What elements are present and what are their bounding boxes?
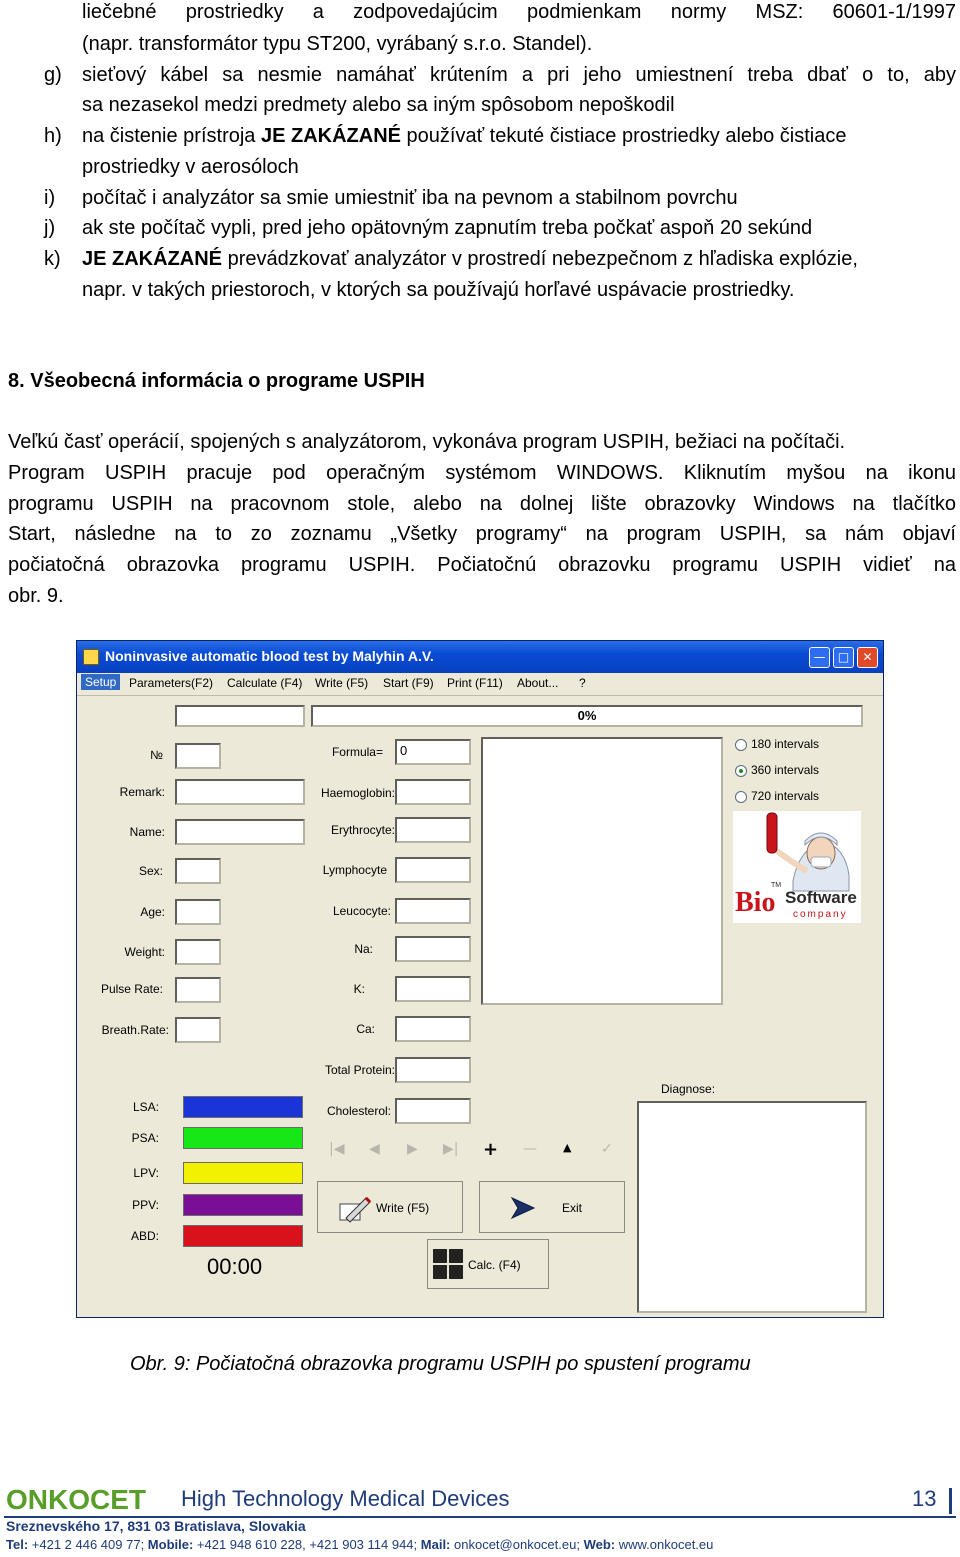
list-item-g-line-2: sa nezasekol medzi predmety alebo sa iným spôsobom nepoškodil — [82, 94, 675, 116]
lsa-label: LSA: — [132, 1100, 159, 1114]
figure-caption: Obr. 9: Počiatočná obrazovka programu USPIH po spustení programu — [130, 1353, 751, 1375]
list-item-j: ak ste počítač vypli, pred jeho opätovným zapnutím treba počkať aspoň 20 sekúnd — [82, 217, 813, 239]
list-item-i: počítač i analyzátor sa smie umiestniť iba na pevnom a stabilnom povrchu — [82, 187, 738, 209]
abd-label: ABD: — [130, 1229, 159, 1243]
abd-swatch[interactable] — [183, 1225, 303, 1247]
formula-label: Formula= — [331, 745, 383, 759]
erythrocyte-label: Erythrocyte: — [330, 823, 395, 837]
calcium-label: Ca: — [356, 1022, 375, 1036]
window-titlebar[interactable] — [77, 641, 883, 673]
minus-icon[interactable]: — — [523, 1141, 537, 1157]
paragraph-line-5: počiatočná obrazovka programu USPIH. Počiatočnú obrazovku programu USPIH vidieť na — [8, 554, 956, 576]
weight-label: Weight: — [124, 945, 165, 959]
app-icon — [83, 649, 99, 665]
page-number-bar — [949, 1488, 952, 1514]
list-item-h-line-2: prostriedky v aerosóloch — [82, 156, 299, 178]
lsa-swatch[interactable] — [183, 1096, 303, 1118]
lymphocyte-label: Lymphocyte — [322, 863, 387, 877]
onkocet-logo-icon — [6, 1484, 154, 1514]
menu-write[interactable]: Write (F5) — [315, 676, 369, 690]
exit-arrow-icon — [510, 1196, 536, 1220]
pulse-rate-label: Pulse Rate: — [100, 982, 163, 996]
menu-setup[interactable]: Setup — [81, 674, 120, 690]
interval-360-radio[interactable] — [735, 765, 747, 777]
formula-value: 0 — [400, 743, 408, 758]
last-icon[interactable]: ▶| — [443, 1141, 459, 1157]
section-heading: 8. Všeobecná informácia o programe USPIH — [8, 370, 425, 392]
haemoglobin-input[interactable] — [395, 779, 471, 805]
haemoglobin-label: Haemoglobin: — [320, 786, 395, 800]
email-link[interactable]: onkocet@onkocet.eu; — [450, 1537, 580, 1552]
list-marker-g: g) — [44, 64, 62, 86]
interval-720-radio[interactable] — [735, 791, 747, 803]
uspih-window — [76, 640, 884, 1318]
age-label: Age: — [140, 905, 165, 919]
close-icon[interactable]: ✕ — [857, 647, 878, 668]
breath-rate-input[interactable] — [175, 1017, 221, 1043]
calc-button[interactable] — [427, 1239, 549, 1289]
warning-bold-text: JE ZAKÁZANÉ — [260, 125, 401, 147]
sodium-input[interactable] — [395, 936, 471, 962]
erythrocyte-input[interactable] — [395, 817, 471, 843]
minimize-icon[interactable]: — — [809, 647, 830, 668]
first-icon[interactable]: |◀ — [329, 1141, 345, 1157]
timer-display: 00:00 — [207, 1254, 263, 1279]
list-marker-k: k) — [44, 248, 61, 270]
next-icon[interactable]: ▶ — [407, 1141, 418, 1157]
sex-label: Sex: — [138, 864, 163, 878]
exit-button-label: Exit — [562, 1201, 583, 1215]
paragraph-line-6: obr. 9. — [8, 585, 64, 607]
pulse-rate-input[interactable] — [175, 977, 221, 1003]
ppv-swatch[interactable] — [183, 1194, 303, 1216]
menu-parameters[interactable]: Parameters(F2) — [129, 676, 214, 690]
progress-bar — [311, 705, 863, 727]
interval-180-label[interactable]: 180 intervals — [751, 737, 820, 751]
warning-bold-text: JE ZAKÁZANÉ — [82, 248, 223, 270]
total-protein-input[interactable] — [395, 1057, 471, 1083]
list-item-k-line-1: JE ZAKÁZANÉ prevádzkovať analyzátor v prostredí nebezpečnom z hľadiska explózie, — [82, 248, 858, 270]
window-title: Noninvasive automatic blood test by Malyhin A.V. — [105, 648, 434, 664]
prior-icon[interactable]: ◀ — [369, 1141, 380, 1157]
weight-input[interactable] — [175, 939, 221, 965]
remark-label: Remark: — [119, 785, 165, 799]
write-pen-icon — [338, 1194, 372, 1224]
paragraph-line-4: Start, následne na to zo zoznamu „Všetky programy“ na program USPIH, sa nám objaví — [8, 523, 956, 545]
up-icon[interactable]: ▲ — [563, 1141, 572, 1154]
list-marker-j: j) — [44, 217, 56, 239]
cholesterol-input[interactable] — [395, 1098, 471, 1124]
name-label: Name: — [129, 825, 165, 839]
psa-label: PSA: — [131, 1131, 159, 1145]
lpv-swatch[interactable] — [183, 1162, 303, 1184]
sex-input[interactable] — [175, 858, 221, 884]
list-marker-i: i) — [44, 187, 56, 209]
interval-180-radio[interactable] — [735, 739, 747, 751]
progress-text: 0% — [577, 708, 597, 723]
write-button-label: Write (F5) — [376, 1201, 430, 1215]
write-button[interactable] — [317, 1181, 463, 1233]
total-protein-label: Total Protein: — [324, 1063, 395, 1077]
list-item-k-line-2: napr. v takých priestoroch, v ktorých sa používajú horľavé uspávacie prostriedky. — [82, 279, 795, 301]
exit-button[interactable] — [479, 1181, 625, 1233]
menu-calculate[interactable]: Calculate (F4) — [227, 676, 303, 690]
sodium-label: Na: — [354, 942, 373, 956]
paragraph-line-1: Veľkú časť operácií, spojených s analyzátorom, vykonáva program USPIH, bežiaci na počítači. — [8, 431, 846, 453]
list-marker-h: h) — [44, 125, 62, 147]
biosoftware-logo — [733, 811, 861, 923]
svg-text:TM: TM — [771, 882, 782, 889]
onkocet-logo — [6, 1484, 154, 1514]
paragraph-line-3: programu USPIH na pracovnom stole, alebo na dolnej lište obrazovky Windows na tlačítko — [8, 493, 956, 515]
svg-text:ONKOCET: ONKOCET — [6, 1484, 146, 1514]
number-label: № — [150, 748, 163, 762]
cholesterol-label: Cholesterol: — [326, 1104, 391, 1118]
breath-rate-label: Breath.Rate: — [101, 1023, 169, 1037]
paragraph-line-2: Program USPIH pracuje pod operačným systémom WINDOWS. Kliknutím myšou na ikonu — [8, 462, 956, 484]
interval-360-label[interactable]: 360 intervals — [751, 763, 820, 777]
list-item-f-line-1: liečebné prostriedky a zodpovedajúcim podmienkam normy MSZ: 60601-1/1997 — [82, 1, 956, 23]
plot-area — [481, 737, 723, 1005]
list-item-h-line-1: na čistenie prístroja JE ZAKÁZANÉ používať tekuté čistiace prostriedky alebo čistiace — [82, 125, 847, 147]
number-input[interactable] — [175, 743, 221, 769]
menu-print[interactable]: Print (F11) — [447, 676, 503, 690]
top-input[interactable] — [175, 705, 305, 727]
calculator-icon — [432, 1248, 464, 1280]
formula-input[interactable] — [395, 739, 471, 765]
menu-bar — [77, 673, 883, 696]
company-address: Sreznevského 17, 831 03 Bratislava, Slovakia — [6, 1518, 306, 1534]
calcium-input[interactable] — [395, 1016, 471, 1042]
check-icon[interactable]: ✓ — [601, 1141, 613, 1157]
doctor-illustration-icon — [733, 811, 861, 923]
svg-text:Software: Software — [785, 888, 857, 907]
svg-text:Bio: Bio — [735, 887, 776, 918]
calc-button-label: Calc. (F4) — [468, 1258, 521, 1272]
potassium-label: K: — [353, 982, 365, 996]
page-number: 13 — [912, 1486, 937, 1511]
leucocyte-input[interactable] — [395, 898, 471, 924]
menu-about[interactable]: About... — [517, 676, 559, 690]
list-item-f-line-2: (napr. transformátor typu ST200, vyrábaný s.r.o. Standel). — [82, 33, 593, 55]
plus-icon[interactable]: + — [483, 1139, 499, 1160]
lpv-label: LPV: — [133, 1166, 159, 1180]
lymphocyte-input[interactable] — [395, 857, 471, 883]
potassium-input[interactable] — [395, 976, 471, 1002]
age-input[interactable] — [175, 899, 221, 925]
ppv-label: PPV: — [132, 1198, 159, 1212]
list-item-g-line-1: sieťový kábel sa nesmie namáhať krútením a pri jeho umiestnení treba dbať o to, aby — [82, 64, 956, 86]
contact-line: Tel: +421 2 446 409 77; Mobile: +421 948 610 228, +421 903 114 944; Mail: onkocet@onkocet.eu; Web: www.onkocet.eu — [6, 1537, 714, 1552]
leucocyte-label: Leucocyte: — [332, 904, 391, 918]
diagnose-textarea[interactable] — [637, 1101, 867, 1313]
menu-help[interactable]: ? — [579, 676, 586, 690]
web-link[interactable]: www.onkocet.eu — [615, 1537, 714, 1552]
interval-720-label[interactable]: 720 intervals — [751, 789, 820, 803]
svg-text:company: company — [793, 909, 848, 920]
psa-swatch[interactable] — [183, 1127, 303, 1149]
company-tagline: High Technology Medical Devices — [181, 1486, 510, 1511]
maximize-icon[interactable]: □ — [833, 647, 854, 668]
menu-start[interactable]: Start (F9) — [383, 676, 434, 690]
diagnose-label: Diagnose: — [661, 1082, 716, 1096]
